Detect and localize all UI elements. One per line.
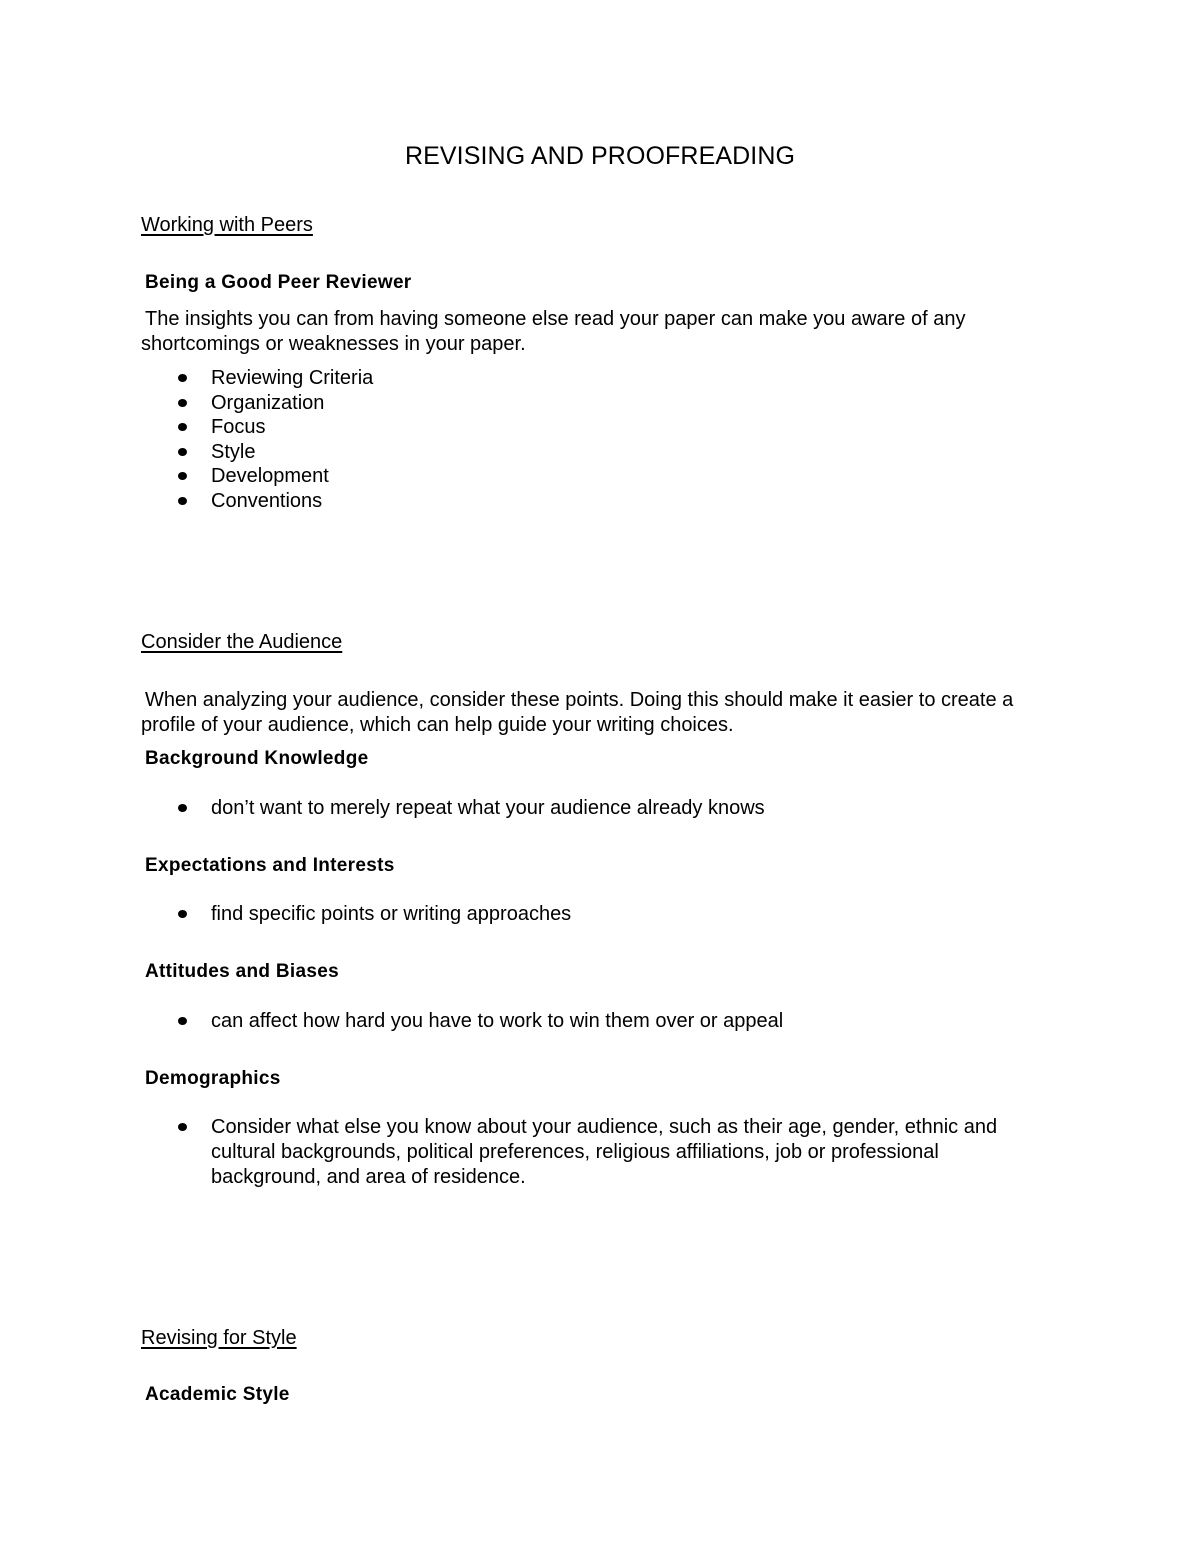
- paragraph-text: The insights you can from having someone else read your paper can make you aware of any shortcomings or weaknesses in your paper.: [141, 308, 966, 355]
- section-heading-consider-audience: Consider the Audience: [141, 631, 343, 653]
- paragraph-peer-review: [141, 307, 1051, 357]
- bullet-list-attitudes: [0, 1009, 783, 1034]
- paragraph-audience: [141, 688, 1051, 738]
- list-item: [0, 440, 373, 465]
- bullet-list-background: [0, 796, 765, 821]
- list-item: [0, 1009, 783, 1034]
- list-item: [0, 391, 373, 416]
- list-item-label: can affect how hard you have to work to win them over or appeal: [211, 1010, 784, 1032]
- list-item: [0, 902, 571, 927]
- bullet-icon: [178, 399, 187, 407]
- list-item: [0, 796, 765, 821]
- list-item: [0, 366, 373, 391]
- list-item: [0, 464, 373, 489]
- list-item-label: don’t want to merely repeat what your audience already knows: [211, 797, 765, 819]
- paragraph-text: When analyzing your audience, consider these points. Doing this should make it easier to create a profile of your audience, which can help guide your writing choices.: [141, 689, 1014, 736]
- subheading-attitudes: Attitudes and Biases: [145, 961, 339, 982]
- list-item-label: Focus: [211, 416, 266, 439]
- subheading-demographics: Demographics: [145, 1068, 281, 1089]
- bullet-icon: [178, 804, 187, 812]
- list-item-label: Development: [211, 465, 329, 488]
- bullet-icon: [178, 423, 187, 431]
- bullet-icon: [178, 448, 187, 456]
- list-item: [0, 415, 373, 440]
- bullet-icon: [178, 374, 187, 382]
- section-heading-revising-style: Revising for Style: [141, 1327, 297, 1349]
- bullet-icon: [178, 1017, 187, 1025]
- subheading-peer-reviewer: Being a Good Peer Reviewer: [145, 272, 412, 293]
- list-item-label: Reviewing Criteria: [211, 367, 374, 389]
- bullet-icon: [178, 472, 187, 480]
- subheading-background-knowledge: Background Knowledge: [145, 748, 369, 769]
- list-item-label: Organization: [211, 391, 325, 414]
- bullet-icon: [178, 1123, 187, 1131]
- bullet-icon: [178, 910, 187, 918]
- bullet-list-review-criteria: [0, 366, 373, 514]
- subheading-academic-style: Academic Style: [145, 1384, 290, 1405]
- page-title: REVISING AND PROOFREADING: [404, 142, 796, 170]
- list-item-label: Consider what else you know about your audience, such as their age, gender, ethnic and cultural backgrounds, political preferences, religious affiliations, job or professional background, and area of residence.: [211, 1116, 998, 1188]
- list-item: [0, 489, 373, 514]
- bullet-list-demographics: [0, 1115, 1041, 1190]
- list-item-label: Conventions: [211, 489, 323, 512]
- list-item: [0, 1115, 1041, 1190]
- subheading-expectations: Expectations and Interests: [145, 855, 395, 876]
- list-item-label: Style: [211, 440, 256, 463]
- section-heading-working-with-peers: Working with Peers: [141, 214, 313, 236]
- bullet-list-expectations: [0, 902, 571, 927]
- list-item-label: find specific points or writing approaches: [211, 903, 572, 925]
- bullet-icon: [178, 497, 187, 505]
